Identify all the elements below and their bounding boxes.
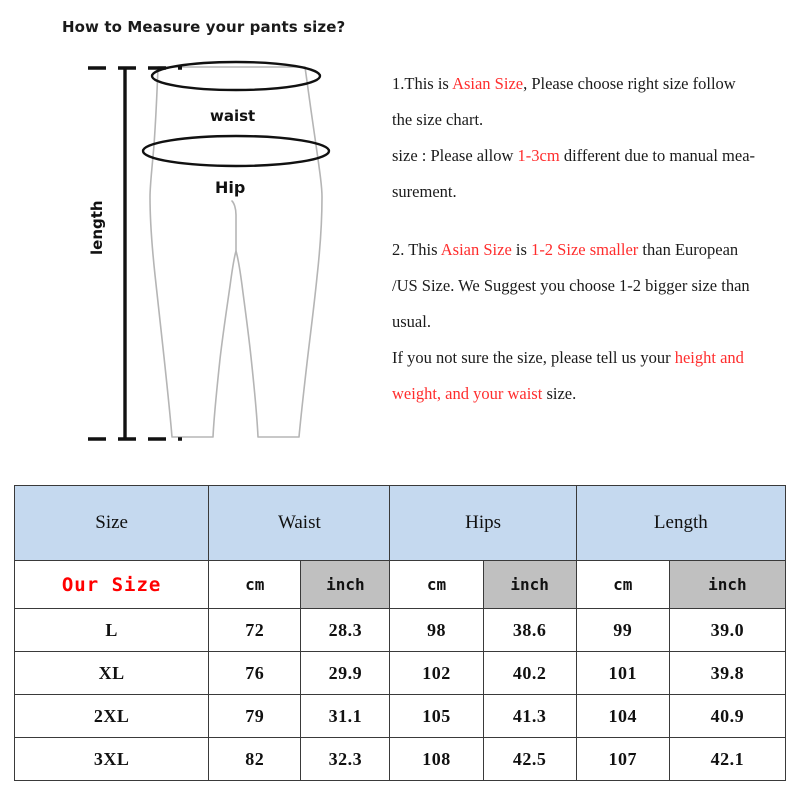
note-line-7: usual. — [392, 312, 431, 331]
length-label: length — [88, 200, 106, 255]
note-line-3 — [392, 138, 790, 174]
cell-waist-cm: 79 — [209, 695, 301, 738]
cell-waist-in: 29.9 — [301, 652, 390, 695]
our-size-label: Our Size — [15, 561, 209, 609]
note-line-4: surement. — [392, 182, 457, 201]
cell-waist-cm: 76 — [209, 652, 301, 695]
note-text: 1.This is — [392, 74, 453, 93]
note-line-1 — [392, 66, 790, 102]
unit-waist-inch: inch — [301, 561, 390, 609]
cell-length-in: 42.1 — [669, 738, 785, 781]
waist-label: waist — [210, 107, 256, 125]
cell-hips-in: 42.5 — [483, 738, 576, 781]
cell-length-cm: 104 — [576, 695, 669, 738]
table-row — [15, 609, 786, 652]
page-title: How to Measure your pants size? — [62, 18, 346, 36]
note-highlight: Asian Size — [440, 240, 512, 259]
size-notes — [392, 66, 790, 412]
table-row — [15, 738, 786, 781]
cell-hips-cm: 102 — [390, 652, 483, 695]
cell-waist-in: 28.3 — [301, 609, 390, 652]
cell-hips-cm: 98 — [390, 609, 483, 652]
note-text: , Please choose right size follow — [523, 74, 736, 93]
group-header-waist: Waist — [209, 486, 390, 561]
note-text: size : Please allow — [392, 146, 518, 165]
note-highlight: height and — [674, 348, 744, 367]
table-row — [15, 695, 786, 738]
table-row — [15, 652, 786, 695]
note-line-9 — [392, 376, 790, 412]
cell-length-in: 39.0 — [669, 609, 785, 652]
cell-size: 2XL — [15, 695, 209, 738]
unit-hips-cm: cm — [390, 561, 483, 609]
unit-length-cm: cm — [576, 561, 669, 609]
cell-length-cm: 101 — [576, 652, 669, 695]
cell-hips-cm: 105 — [390, 695, 483, 738]
note-line-6: /US Size. We Suggest you choose 1-2 bigger size than — [392, 276, 750, 295]
group-header-hips: Hips — [390, 486, 576, 561]
cell-size: L — [15, 609, 209, 652]
waist-measure-ellipse — [152, 62, 320, 90]
hip-label: Hip — [215, 178, 246, 197]
group-header-length: Length — [576, 486, 785, 561]
note-line-2: the size chart. — [392, 110, 484, 129]
note-text: If you not sure the size, please tell us your — [392, 348, 675, 367]
table-group-header-row — [15, 486, 786, 561]
hip-measure-ellipse — [143, 136, 329, 166]
note-text: different due to manual mea- — [559, 146, 756, 165]
cell-waist-in: 32.3 — [301, 738, 390, 781]
size-chart-table — [14, 485, 786, 781]
cell-waist-cm: 82 — [209, 738, 301, 781]
unit-waist-cm: cm — [209, 561, 301, 609]
pants-measurement-diagram — [0, 45, 390, 475]
note-highlight: 1-2 Size smaller — [531, 240, 639, 259]
cell-hips-in: 41.3 — [483, 695, 576, 738]
cell-waist-in: 31.1 — [301, 695, 390, 738]
cell-hips-cm: 108 — [390, 738, 483, 781]
cell-hips-in: 40.2 — [483, 652, 576, 695]
cell-waist-cm: 72 — [209, 609, 301, 652]
cell-size: XL — [15, 652, 209, 695]
cell-length-in: 39.8 — [669, 652, 785, 695]
table-unit-header-row — [15, 561, 786, 609]
cell-length-cm: 99 — [576, 609, 669, 652]
cell-hips-in: 38.6 — [483, 609, 576, 652]
cell-size: 3XL — [15, 738, 209, 781]
note-line-5 — [392, 232, 790, 268]
note-text: size. — [542, 384, 577, 403]
unit-hips-inch: inch — [483, 561, 576, 609]
cell-length-cm: 107 — [576, 738, 669, 781]
note-text: than European — [638, 240, 739, 259]
note-highlight: Asian Size — [452, 74, 524, 93]
unit-length-inch: inch — [669, 561, 785, 609]
group-header-size: Size — [15, 486, 209, 561]
note-text: 2. This — [392, 240, 441, 259]
pants-diagram-svg — [0, 45, 390, 475]
note-line-8 — [392, 340, 790, 376]
note-text: is — [511, 240, 532, 259]
cell-length-in: 40.9 — [669, 695, 785, 738]
notes-spacer — [392, 210, 790, 232]
note-highlight: weight, and your waist — [392, 384, 543, 403]
note-highlight: 1-3cm — [517, 146, 560, 165]
